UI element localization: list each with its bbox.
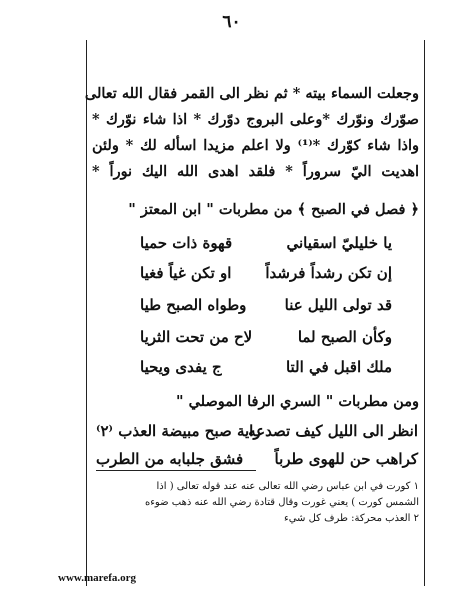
verse-first-hemistich: ملك اقبل في التا <box>285 358 392 376</box>
verse-second-hemistich: قهوة ذات حميا <box>140 234 233 252</box>
verse-first-hemistich: قد تولى الليل عنا <box>284 296 392 314</box>
watermark: www.marefa.org <box>58 572 136 584</box>
section-heading: ﴿ فصل في الصبح ﴾ من مطربات " ابن المعتز " <box>128 201 419 218</box>
prose-line: واذا شاء كوّرك *⁽¹⁾ ولا اعلم مزيدا اسأله لك * ولئن <box>92 137 420 154</box>
verse-second-hemistich: لاح من تحت الثريا <box>140 328 253 346</box>
prose-line: صوّرك ونوّرك *وعلى البروج دوّرك * اذا شاء نوّرك * <box>92 111 419 128</box>
verse-second-hemistich: او تكن غياً فغيا <box>140 264 232 282</box>
footnote-line: ٢ العذب محركة: طرف كل شيء <box>284 513 419 524</box>
page-number: ٦٠ <box>222 12 241 32</box>
verse-first-hemistich: انظر الى الليل كيف تصدعه <box>248 422 418 440</box>
prose-line: اهديت اليّ سروراً * فلقد اهدى الله اليك نوراً * <box>92 163 419 180</box>
footnote-line: الشمس كورت ) يعني غورت وقال قتادة رضي الله عنه ذهب ضوءه <box>144 497 419 508</box>
prose-line: وجعلت السماء بيته * ثم نظر الى القمر فقال الله تعالى <box>84 85 419 102</box>
verse-second-hemistich: راية صبح مبيضة العذب ⁽٢⁾ <box>96 422 261 440</box>
verse-second-hemistich: فشق جلبابه من الطرب <box>96 450 244 468</box>
footnote-line: ١ كورت في ابن عباس رضي الله تعالى عنه عند قوله تعالى ( اذا <box>156 481 419 492</box>
verse-first-hemistich: إن تكن رشداً فرشداً <box>265 264 392 282</box>
verse-first-hemistich: وكأن الصبح لما <box>297 328 392 346</box>
verse-first-hemistich: كراهب حن للهوى طرباً <box>274 450 418 468</box>
verse-second-hemistich: وطواه الصبح طيا <box>140 296 247 314</box>
verse-second-hemistich: ج يفدى ويحيا <box>140 358 222 376</box>
verse-first-hemistich: يا خليليّ اسقياني <box>286 234 392 252</box>
footnote-rule <box>96 470 256 471</box>
poem2-heading: ومن مطربات " السري الرفا الموصلي " <box>175 393 419 410</box>
